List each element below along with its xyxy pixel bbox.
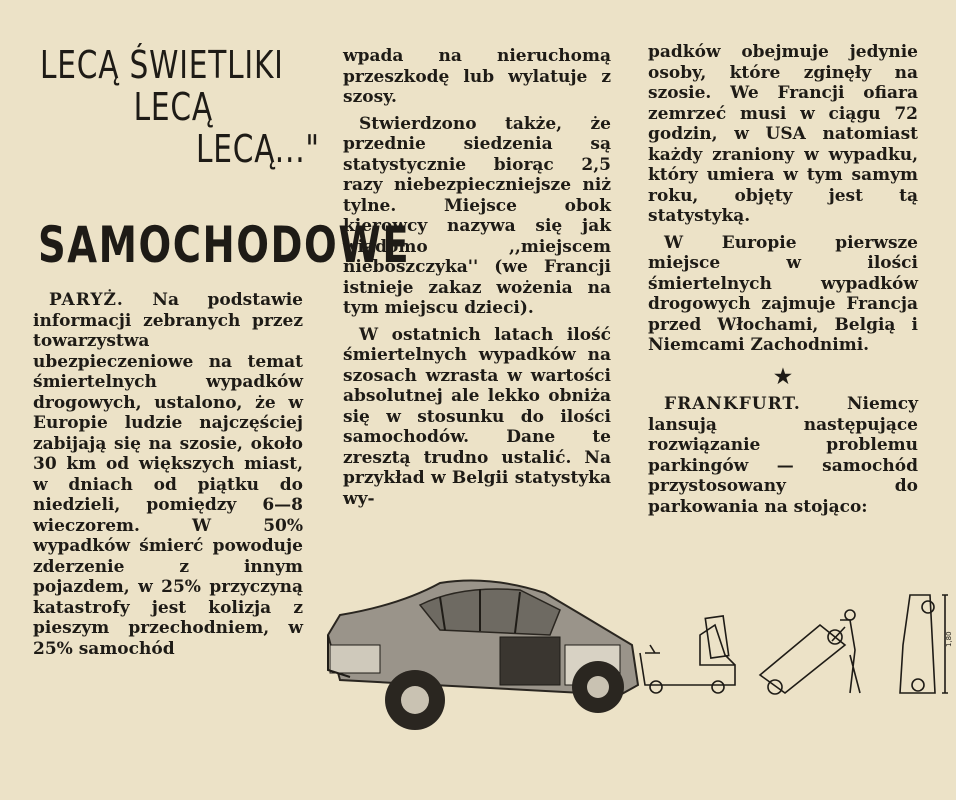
- height-dimension-label: 1,80: [945, 631, 953, 647]
- parking-diagram-flat-car: [640, 616, 735, 693]
- paragraph: W ostatnich latach ilość śmiertelnych wypadków na szosach wzrasta w wartości absolutnej ale lekko obniża się w stosunku do ilości samochodów. Dane te zresztą trudno ustalić. Na przykład w Belgii statystyka wy-: [343, 324, 611, 509]
- paragraph: W Europie pierwsze miejsce w ilości śmiertelnych wypadków drogowych zajmuje Francja przed Włochami, Belgią i Niemcami Zachodnimi.: [648, 232, 918, 355]
- kicker-line-2: LECĄ: [133, 85, 213, 129]
- paragraph: wpada na nieruchomą przeszkodę lub wylatuje z szosy.: [343, 46, 611, 107]
- article-headline: SAMOCHODOWE: [38, 216, 411, 274]
- paragraph-text: Niemcy lansują następujące rozwiązanie problemu parkingów — samochód przystosowany do parkowania na stojąco:: [648, 394, 918, 517]
- kicker-line-1: LECĄ ŚWIETLIKI: [40, 43, 284, 87]
- parking-diagram-tilting-car: [760, 610, 860, 694]
- section-separator-star: ★: [774, 363, 792, 388]
- paragraph: Stwierdzono także, że przednie siedzenia są statystycznie biorąc 2,5 razy niebezpieczniejsze niż tylne. Miejsce obok kierowcy nazywa się jak wiadomo ,,miejscem nieboszczyka'' (we Francji istnieje zakaz wożenia na tym miejscu dzieci).: [343, 113, 611, 318]
- parking-diagram-standing-car: [900, 595, 948, 693]
- text-column-3: [648, 42, 918, 517]
- car-illustrations: [320, 575, 956, 795]
- text-column-1: [33, 290, 303, 659]
- paragraph: padków obejmuje jedynie osoby, które zginęły na szosie. We Francji ofiara zemrzeć musi w ciągu 72 godzin, w USA natomiast każdy zraniony w wypadku, który umiera w tym samym roku, objęty jest tą statystyką.: [648, 42, 918, 226]
- paragraph: [33, 290, 303, 659]
- dateline-paris: PARYŻ.: [49, 290, 124, 310]
- article-kicker-title: [40, 43, 320, 171]
- paragraph: [648, 394, 918, 517]
- car-photo: [328, 581, 638, 730]
- text-column-2: [343, 46, 611, 509]
- kicker-line-3: LECĄ...": [196, 127, 320, 171]
- paragraph-text: Na podstawie informacji zebranych przez towarzystwa ubezpieczeniowe na temat śmiertelnych wypadków drogowych, ustalono, że w Europie ludzie najczęściej zabijają się na szosie, około 30 km od większych miast, w dniach od piątku do niedzieli, pomiędzy 6—8 wieczorem. W 50% wypadków śmierć powoduje zderzenie z innym pojazdem, w 25% przyczyną katastrofy jest kolizja z pieszym przechodniem, w 25% samochód: [33, 290, 304, 659]
- dateline-frankfurt: FRANKFURT.: [664, 394, 801, 414]
